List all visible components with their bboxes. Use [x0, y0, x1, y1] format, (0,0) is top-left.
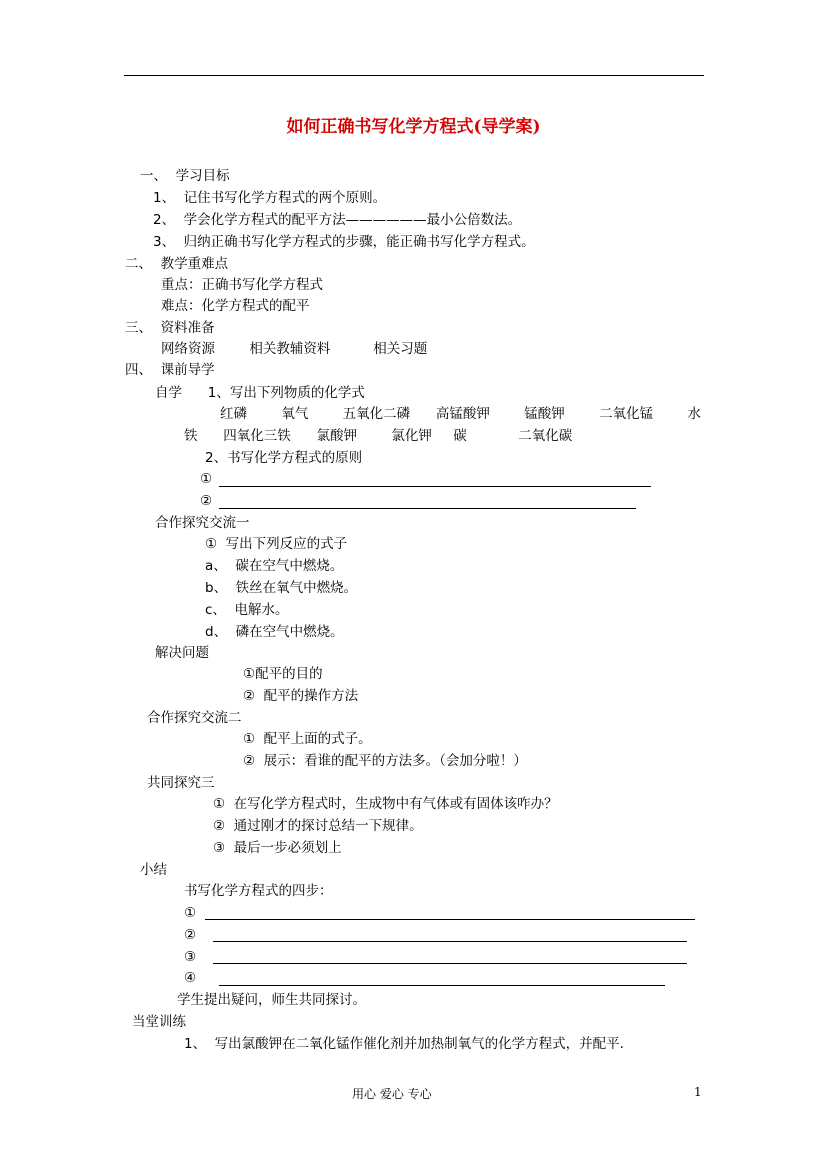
- text-line: 铁 四氧化三铁 氯酸钾 氯化钾 碳 二氧化碳: [184, 428, 573, 444]
- text-line: 书写化学方程式的四步：: [184, 883, 333, 899]
- footer-text: 用心 爱心 专心: [352, 1087, 432, 1101]
- blank-label: ②: [200, 493, 213, 509]
- header-rule: [124, 75, 704, 76]
- list-item: b、 铁丝在氧气中燃烧。: [205, 580, 358, 596]
- text-line: ③ 最后一步必须划上: [213, 840, 342, 856]
- blank-line: [205, 919, 695, 920]
- section-heading: 一、 学习目标: [140, 168, 230, 184]
- text-line: 自学 1、写出下列物质的化学式: [155, 385, 365, 401]
- section-heading: 小结: [140, 862, 167, 878]
- list-item: 1、 写出氯酸钾在二氧化锰作催化剂并加热制氧气的化学方程式，并配平.: [184, 1036, 624, 1052]
- blank-label: ②: [184, 927, 197, 943]
- text-line: 网络资源 相关教辅资料 相关习题: [161, 341, 428, 357]
- blank-line: [213, 941, 687, 942]
- text-line: ①配平的目的: [243, 666, 323, 682]
- text-line: 重点：正确书写化学方程式: [161, 277, 323, 293]
- blank-line: [219, 508, 636, 509]
- text-line: ② 展示：看谁的配平的方法多。（会加分啦！）: [243, 753, 527, 769]
- section-heading: 二、 教学重难点: [125, 256, 229, 272]
- blank-label: ③: [184, 949, 197, 965]
- blank-label: ①: [200, 471, 213, 487]
- blank-line: [219, 486, 651, 487]
- section-heading: 三、 资料准备: [125, 320, 215, 336]
- section-heading: 当堂训练: [132, 1014, 186, 1030]
- text-line: ① 在写化学方程式时，生成物中有气体或有固体该咋办？: [213, 796, 558, 812]
- text-line: 难点：化学方程式的配平: [161, 298, 310, 314]
- list-item: d、 磷在空气中燃烧。: [205, 624, 344, 640]
- blank-line: [213, 963, 687, 964]
- list-item: 2、 学会化学方程式的配平方法——————最小公倍数法。: [153, 212, 522, 228]
- text-line: ① 配平上面的式子。: [243, 731, 372, 747]
- text-line: 红磷 氧气 五氧化二磷 高锰酸钾 锰酸钾 二氧化锰 水: [220, 406, 701, 422]
- blank-label: ①: [184, 905, 197, 921]
- text-line: 2、书写化学方程式的原则: [205, 450, 363, 466]
- text-line: 学生提出疑问，师生共同探讨。: [177, 992, 366, 1008]
- section-heading: 解决问题: [155, 645, 209, 661]
- section-heading: 四、 课前导学: [125, 362, 215, 378]
- section-heading: 合作探究交流一: [155, 515, 250, 531]
- section-heading: 合作探究交流二: [147, 710, 242, 726]
- list-item: c、 电解水。: [205, 602, 289, 618]
- list-item: 3、 归纳正确书写化学方程式的步骤，能正确书写化学方程式。: [153, 234, 535, 250]
- text-line: ② 配平的操作方法: [243, 688, 359, 704]
- section-heading: 共同探究三: [147, 775, 215, 791]
- text-line: ② 通过刚才的探讨总结一下规律。: [213, 818, 423, 834]
- blank-label: ④: [184, 970, 197, 986]
- list-item: 1、 记住书写化学方程式的两个原则。: [153, 190, 387, 206]
- page-number: 1: [694, 1085, 702, 1099]
- list-item: a、 碳在空气中燃烧。: [205, 558, 344, 574]
- blank-line: [219, 985, 665, 986]
- document-title: 如何正确书写化学方程式(导学案): [286, 117, 541, 137]
- text-line: ① 写出下列反应的式子: [205, 536, 348, 552]
